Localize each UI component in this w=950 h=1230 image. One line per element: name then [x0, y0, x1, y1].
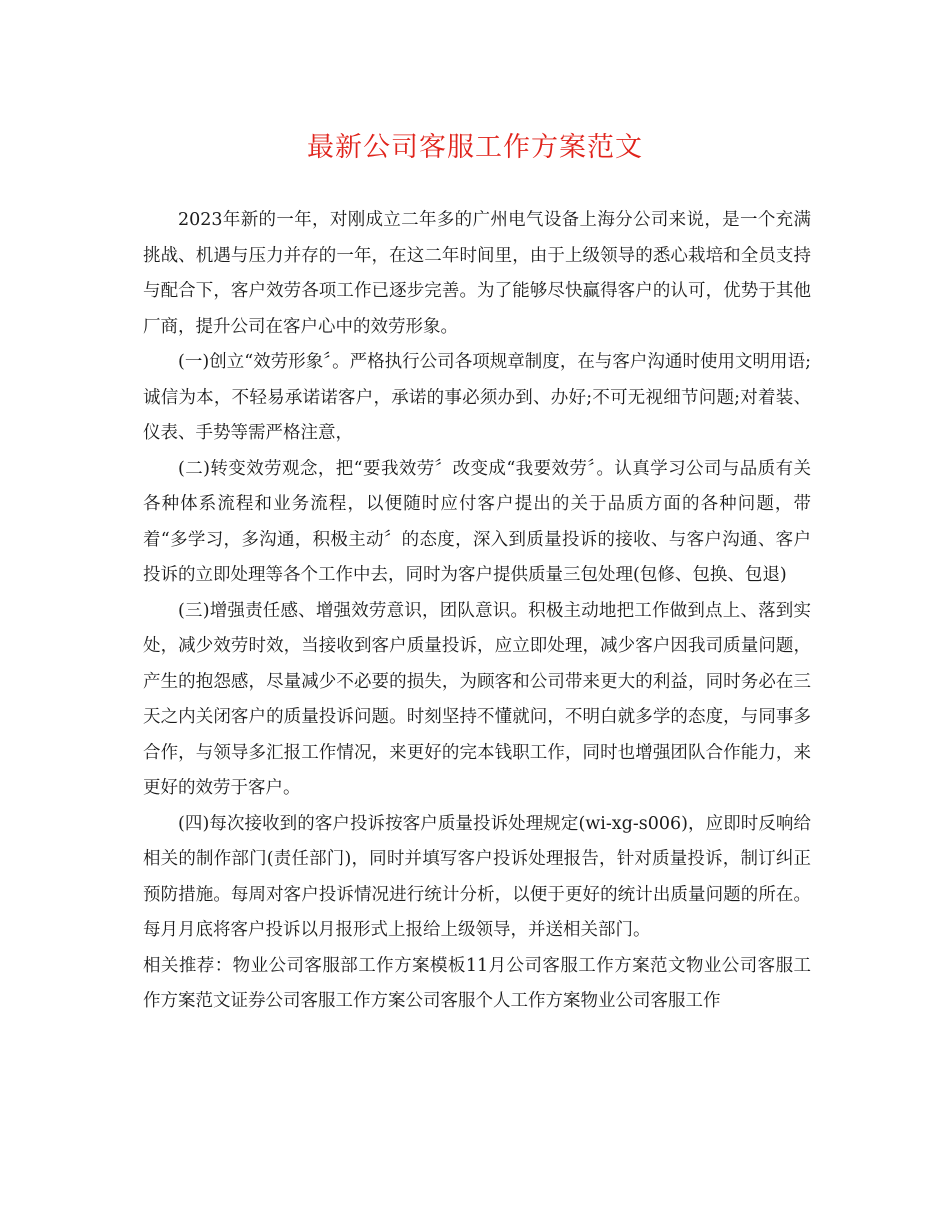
- paragraph-complaint-handling: (四)每次接收到的客户投诉按客户质量投诉处理规定(wi-xg-s006)，应即时反响给相关的制作部门(责任部门)，同时并填写客户投诉处理报告，针对质量投诉，制订纠正预防措施。每周对客户投诉情况进行统计分析，以便于更好的统计出质量问题的所在。每月月底将客户投诉以月报形式上报给上级领导，并送相关部门。: [143, 813, 811, 940]
- paragraph-service-concept: (二)转变效劳观念，把“要我效劳〞改变成“我要效劳〞。认真学习公司与品质有关各种体系流程和业务流程，以便随时应付客户提出的关于品质方面的各种问题，带着“多学习，多沟通，积极主动〞的态度，深入到质量投诉的接收、与客户沟通、客户投诉的立即处理等各个工作中去，同时为客户提供质量三包处理(包修、包换、包退): [143, 458, 811, 585]
- related-recommendations: 相关推荐：物业公司客服部工作方案模板11月公司客服工作方案范文物业公司客服工作方案范文证券公司客服工作方案公司客服个人工作方案物业公司客服工作: [143, 955, 811, 1011]
- paragraph-responsibility: (三)增强责任感、增强效劳意识，团队意识。积极主动地把工作做到点上、落到实处，减少效劳时效，当接收到客户质量投诉，应立即处理，减少客户因我司质量问题，产生的抱怨感，尽量减少不必要的损失，为顾客和公司带来更大的利益，同时务必在三天之内关闭客户的质量投诉问题。时刻坚持不懂就问，不明白就多学的态度，与同事多合作，与领导多汇报工作情况，来更好的完本钱职工作，同时也增强团队合作能力，来更好的效劳于客户。: [143, 600, 811, 798]
- document-title: 最新公司客服工作方案范文: [307, 132, 643, 163]
- paragraph-intro: 2023年新的一年，对刚成立二年多的广州电气设备上海分公司来说，是一个充满挑战、机遇与压力并存的一年，在这二年时间里，由于上级领导的悉心栽培和全员支持与配合下，客户效劳各项工作已逐步完善。为了能够尽快赢得客户的认可，优势于其他厂商，提升公司在客户心中的效劳形象。: [143, 210, 811, 337]
- paragraph-service-image: (一)创立“效劳形象〞。严格执行公司各项规章制度，在与客户沟通时使用文明用语;诚信为本，不轻易承诺诺客户，承诺的事必须办到、办好;不可无视细节问题;对着装、仪表、手势等需严格注意，: [143, 352, 811, 443]
- document-body: [143, 203, 811, 1020]
